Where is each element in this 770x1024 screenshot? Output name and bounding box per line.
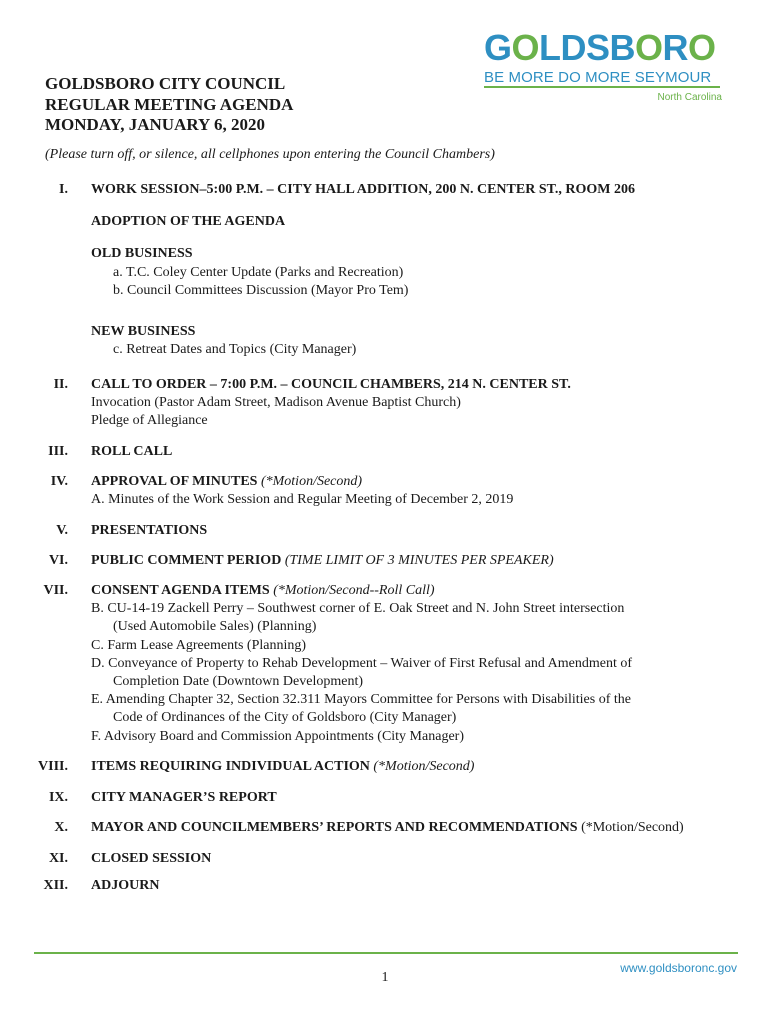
consent-item-f: F. Advisory Board and Commission Appointments (City Manager): [91, 728, 464, 744]
new-business-heading: NEW BUSINESS: [91, 324, 196, 340]
motion-note: (*Motion/Second--Roll Call): [273, 583, 435, 598]
logo-subtitle: North Carolina: [657, 92, 722, 103]
item-title: ADJOURN: [91, 878, 160, 893]
item-title-text: ITEMS REQUIRING INDIVIDUAL ACTION: [91, 759, 374, 774]
item-number: VII.: [43, 583, 68, 598]
consent-item-e-line-1: E. Amending Chapter 32, Section 32.311 Mayors Committee for Persons with Disabilities of the: [91, 692, 631, 708]
item-title: [91, 552, 721, 570]
new-business-item-c: c. Retreat Dates and Topics (City Manager): [113, 342, 357, 358]
consent-item-b: [91, 600, 721, 636]
item-title-text: APPROVAL OF MINUTES: [91, 474, 261, 489]
invocation-line: Invocation (Pastor Adam Street, Madison Avenue Baptist Church): [91, 395, 461, 411]
consent-item-b-line-1: B. CU-14-19 Zackell Perry – Southwest corner of E. Oak Street and N. John Street intersection: [91, 601, 625, 617]
item-title-text: CONSENT AGENDA ITEMS: [91, 583, 274, 598]
page-number: 1: [381, 970, 389, 985]
title-line-2: REGULAR MEETING AGENDA: [45, 94, 294, 114]
item-title: [91, 582, 721, 600]
consent-item-d-line-2: Completion Date (Downtown Development): [113, 674, 364, 690]
pledge-line: Pledge of Allegiance: [91, 413, 208, 429]
item-number: V.: [56, 523, 68, 538]
item-title: [91, 819, 721, 837]
item-title: [91, 758, 721, 776]
item-title: CLOSED SESSION: [91, 851, 212, 866]
item-title-text: MAYOR AND COUNCILMEMBERS’ REPORTS AND RECOMMENDATIONS: [91, 820, 582, 835]
old-business-item-b: b. Council Committees Discussion (Mayor Pro Tem): [113, 282, 409, 298]
item-title: [91, 473, 721, 491]
item-number: I.: [59, 182, 68, 197]
minutes-item-a: A. Minutes of the Work Session and Regular Meeting of December 2, 2019: [91, 492, 514, 508]
item-number: VIII.: [38, 759, 68, 774]
time-limit-note: (TIME LIMIT OF 3 MINUTES PER SPEAKER): [284, 553, 554, 568]
footer-divider: [34, 952, 738, 954]
item-title: CALL TO ORDER – 7:00 P.M. – COUNCIL CHAMBERS, 214 N. CENTER ST.: [91, 377, 571, 392]
item-title: WORK SESSION–5:00 P.M. – CITY HALL ADDITION, 200 N. CENTER ST., ROOM 206: [91, 182, 636, 197]
consent-item-e-line-2: Code of Ordinances of the City of Goldsboro (City Manager): [113, 710, 457, 726]
goldsboro-logo: [484, 27, 724, 105]
item-title-text: PUBLIC COMMENT PERIOD: [91, 553, 285, 568]
item-number: XI.: [48, 851, 68, 866]
website-link[interactable]: www.goldsboronc.gov: [620, 961, 737, 975]
item-title: ROLL CALL: [91, 444, 173, 459]
motion-note: (*Motion/Second): [260, 474, 363, 489]
item-title: CITY MANAGER’S REPORT: [91, 790, 277, 805]
item-number: XII.: [43, 878, 68, 893]
item-number: IV.: [50, 474, 68, 489]
title-line-1: GOLDSBORO CITY COUNCIL: [45, 74, 286, 93]
old-business-item-a: a. T.C. Coley Center Update (Parks and Recreation): [113, 264, 404, 280]
old-business-heading: OLD BUSINESS: [91, 246, 193, 262]
item-number: III.: [48, 444, 68, 459]
cellphone-note: (Please turn off, or silence, all cellphones upon entering the Council Chambers): [45, 147, 495, 162]
item-number: VI.: [48, 553, 68, 568]
logo-tagline: BE MORE DO MORE SEYMOUR: [484, 69, 712, 86]
item-title: PRESENTATIONS: [91, 523, 208, 538]
motion-note: (*Motion/Second): [581, 820, 684, 835]
title-line-3: MONDAY, JANUARY 6, 2020: [45, 115, 265, 134]
motion-note: (*Motion/Second): [373, 759, 475, 774]
consent-item-d: [91, 655, 721, 691]
consent-item-c: C. Farm Lease Agreements (Planning): [91, 637, 307, 653]
item-number: II.: [53, 377, 68, 392]
logo-wordmark: GOLDSBORO: [484, 27, 716, 68]
item-number: X.: [54, 820, 68, 835]
consent-item-b-line-2: (Used Automobile Sales) (Planning): [113, 619, 317, 635]
agenda-title: [45, 74, 293, 136]
consent-item-d-line-1: D. Conveyance of Property to Rehab Development – Waiver of First Refusal and Amendment of: [91, 655, 632, 671]
adoption-heading: ADOPTION OF THE AGENDA: [91, 214, 286, 230]
item-number: IX.: [48, 790, 68, 805]
consent-item-e: [91, 691, 721, 727]
logo-divider: [484, 86, 720, 88]
